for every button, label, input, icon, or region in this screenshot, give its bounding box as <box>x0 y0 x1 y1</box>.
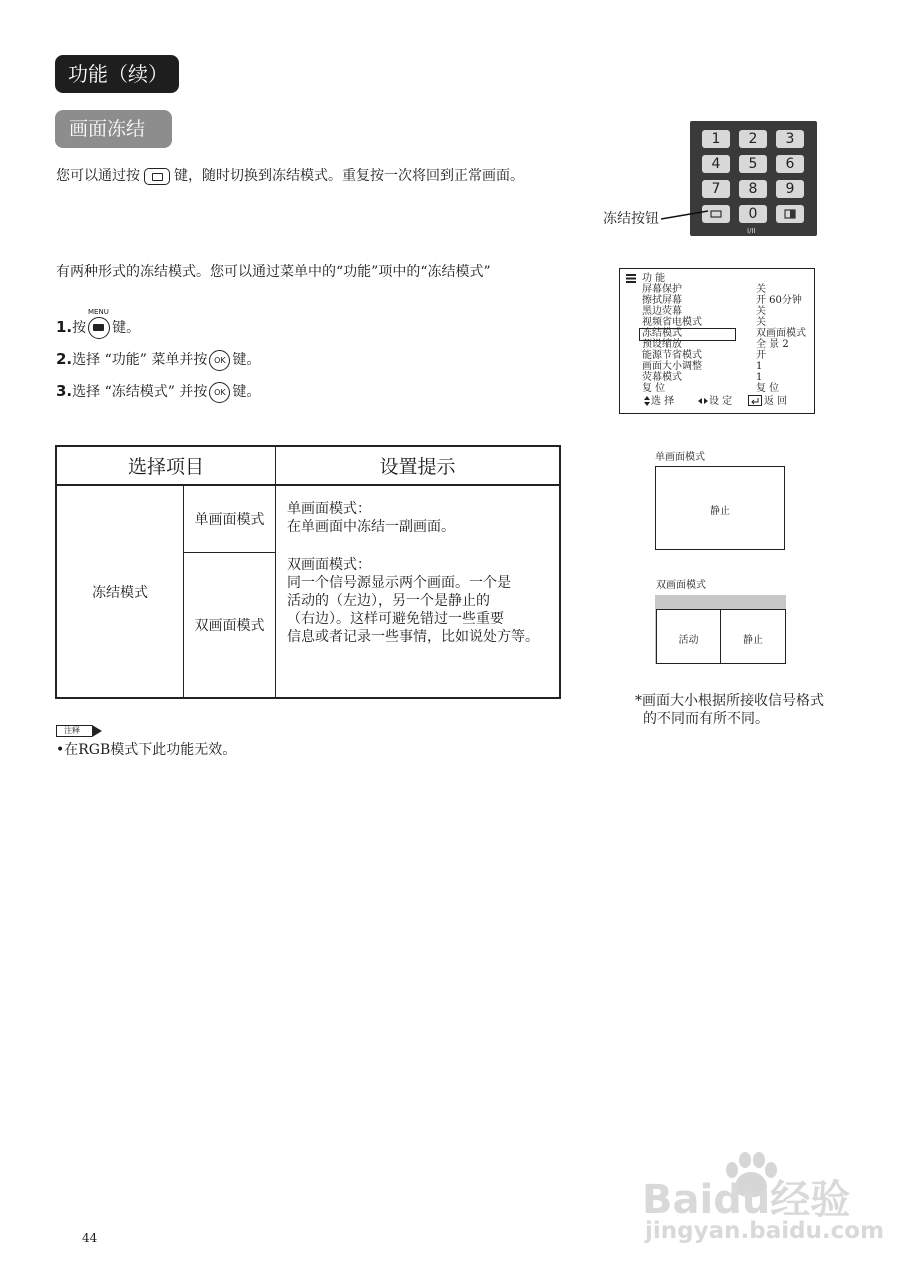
watermark-url: jingyan.baidu.com <box>645 1218 885 1244</box>
osd-item-value: 复 位 <box>756 383 780 394</box>
osd-menu <box>619 268 815 414</box>
remote-key: 6 <box>776 155 804 173</box>
intro-text-before: 您可以通过按 <box>56 168 140 184</box>
remote-key: 3 <box>776 130 804 148</box>
watermark-brand: Baidu经验 <box>642 1177 851 1223</box>
osd-footer-set: 设 定 <box>709 396 733 407</box>
remote-key: 9 <box>776 180 804 198</box>
swap-icon <box>776 205 804 223</box>
left-right-arrow-icon <box>698 398 708 404</box>
footnote-line: 的不同而有所不同。 <box>643 711 769 727</box>
osd-item-label: 黑边荧幕 <box>642 306 682 317</box>
remote-key: 0 <box>739 205 767 223</box>
table-header-row <box>56 446 560 485</box>
single-mode-caption: 单画面模式 <box>655 452 705 463</box>
osd-item-label: 预设缩放 <box>642 339 682 350</box>
osd-item-label: 能源节省模式 <box>642 350 702 361</box>
osd-item-label: 视频省电模式 <box>642 317 702 328</box>
osd-item-label: 屏幕保护 <box>642 284 682 295</box>
remote-key: 1 <box>702 130 730 148</box>
tip-dual-line: 信息或者记录一些事情，比如说处方等。 <box>287 629 539 645</box>
subsection-title: 画面冻结 <box>55 110 172 148</box>
tip-dual-line: 同一个信号源显示两个画面。一个是 <box>287 575 511 591</box>
intro-text-after: 键，随时切换到冻结模式。重复按一次将回到正常画面。 <box>174 168 524 184</box>
osd-item-value: 开 60分钟 <box>756 295 802 306</box>
note-tag-label: 注释 <box>64 726 80 735</box>
osd-footer-select: 选 择 <box>651 396 675 407</box>
item-cell: 冻结模式 <box>56 485 184 698</box>
dual-mode-screen <box>655 595 786 664</box>
osd-footer-back: 返 回 <box>764 396 788 407</box>
section-title: 功能（续） <box>55 55 179 93</box>
osd-item-label: 擦拭屏幕 <box>642 295 682 306</box>
tip-single <box>287 500 549 536</box>
remote-key: 8 <box>739 180 767 198</box>
option-single: 单画面模式 <box>184 485 276 553</box>
step-2-after: 键。 <box>232 352 261 368</box>
ok-button-icon: OK <box>209 382 230 403</box>
tip-cell <box>276 485 561 698</box>
menu-key-label: MENU <box>88 308 109 316</box>
osd-item-value: 关 <box>756 306 766 317</box>
osd-item-value: 全 景 2 <box>756 339 789 350</box>
up-down-arrow-icon <box>644 396 650 406</box>
dual-left-label: 活动 <box>678 635 699 646</box>
step-3 <box>56 380 260 403</box>
osd-item-value: 1 <box>756 372 763 383</box>
intro-line-1 <box>56 166 524 186</box>
step-3-number: 3. <box>56 382 73 400</box>
step-2 <box>56 348 260 371</box>
menu-list-icon <box>626 274 636 283</box>
tip-dual-line: 活动的（左边），另一个是静止的 <box>287 593 490 609</box>
step-3-after: 键。 <box>232 384 261 400</box>
tip-dual-title: 双画面模式： <box>287 557 371 573</box>
osd-item-value: 双画面模式 <box>756 328 806 339</box>
step-1-number: 1. <box>56 318 73 336</box>
step-2-text: 选择 “功能” 菜单并按 <box>72 352 208 368</box>
dual-left-pane <box>656 609 721 664</box>
menu-button-icon <box>88 317 110 339</box>
dual-mode-caption: 双画面模式 <box>656 580 706 591</box>
osd-item-label: 复 位 <box>642 383 666 394</box>
osd-item-value: 关 <box>756 284 766 295</box>
osd-item-value: 1 <box>756 361 763 372</box>
note-text: •在RGB模式下此功能无效。 <box>56 742 237 758</box>
step-1-text: 按 <box>72 320 87 336</box>
osd-item-label: 荧幕模式 <box>642 372 682 383</box>
diagram-footnote <box>635 692 824 728</box>
tip-single-title: 单画面模式： <box>287 501 371 517</box>
remote-key: 5 <box>739 155 767 173</box>
osd-item-value: 关 <box>756 317 766 328</box>
osd-item-label: 冻结模式 <box>642 328 682 339</box>
remote-key-swap <box>776 205 804 223</box>
step-2-number: 2. <box>56 350 73 368</box>
freeze-button-callout: 冻结按钮 <box>603 211 659 227</box>
intro-line-2: 有两种形式的冻结模式。您可以通过菜单中的“功能”项中的“冻结模式” <box>56 264 491 280</box>
col-header-item: 选择项目 <box>56 446 276 485</box>
dual-right-label: 静止 <box>743 635 763 646</box>
step-1-after: 键。 <box>112 320 141 336</box>
return-icon <box>748 395 762 406</box>
osd-title: 功 能 <box>642 273 666 284</box>
settings-table <box>55 445 561 699</box>
osd-item-label: 画面大小调整 <box>642 361 702 372</box>
step-3-text: 选择 “冻结模式” 并按 <box>72 384 208 400</box>
dual-right-pane <box>720 609 786 664</box>
remote-bottom-label: I/II <box>747 227 756 235</box>
remote-control-image <box>690 121 817 236</box>
single-mode-screen <box>655 466 785 550</box>
remote-key: 4 <box>702 155 730 173</box>
remote-key: 7 <box>702 180 730 198</box>
single-mode-label: 静止 <box>710 506 730 517</box>
option-dual: 双画面模式 <box>184 553 276 699</box>
freeze-key-icon <box>144 168 170 185</box>
tip-dual <box>287 556 549 646</box>
remote-key: 2 <box>739 130 767 148</box>
callout-line <box>661 208 709 222</box>
footnote-line: *画面大小根据所接收信号格式 <box>635 693 824 709</box>
col-header-tip: 设置提示 <box>276 446 561 485</box>
osd-item-value: 开 <box>756 350 766 361</box>
tip-dual-line: （右边）。这样可避免错过一些重要 <box>287 611 504 627</box>
tip-single-text: 在单画面中冻结一副画面。 <box>287 519 455 535</box>
ok-button-icon: OK <box>209 350 230 371</box>
page-number: 44 <box>82 1231 98 1245</box>
table-row <box>56 485 560 553</box>
step-1 <box>56 316 140 339</box>
